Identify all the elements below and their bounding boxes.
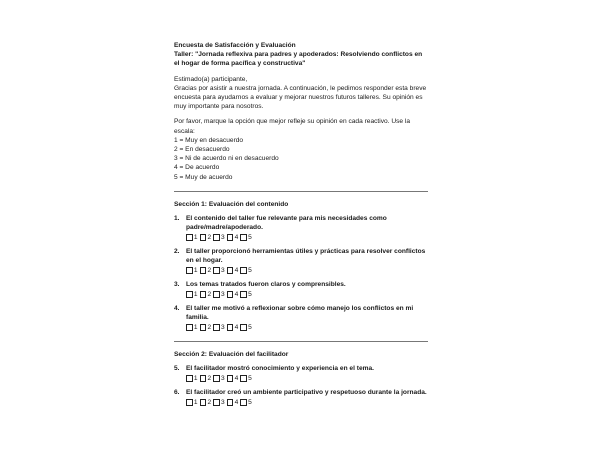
rating-option[interactable]: 1 (186, 266, 198, 275)
question-text: Los temas tratados fueron claros y comprensibles. (186, 281, 346, 289)
checkbox[interactable] (186, 399, 193, 406)
section-title: Sección 2: Evaluación del facilitador (174, 351, 289, 359)
rating-option[interactable]: 5 (240, 323, 252, 332)
rating-option[interactable]: 4 (227, 266, 239, 275)
checkbox[interactable] (186, 291, 193, 298)
rating-options (186, 374, 428, 383)
question-number: 3. (174, 281, 180, 289)
question-text: El contenido del taller fue relevante para mis necesidades como padre/madre/apoderado. (186, 215, 387, 232)
rating-options (186, 323, 428, 332)
rating-option[interactable]: 2 (200, 290, 212, 299)
checkbox[interactable] (213, 267, 220, 274)
instructions-text: Por favor, marque la opción que mejor refleje su opinión en cada reactivo. Use la escala: (174, 118, 411, 135)
section-title: Sección 1: Evaluación del contenido (174, 200, 289, 208)
question-item (174, 280, 428, 299)
checkbox[interactable] (200, 234, 207, 241)
divider (174, 191, 428, 192)
checkbox[interactable] (200, 399, 207, 406)
scale-legend (174, 136, 428, 182)
rating-options (186, 290, 428, 299)
scale-item: 3 = Ni de acuerdo ni en desacuerdo (174, 155, 279, 163)
question-item (174, 214, 428, 242)
rating-option[interactable]: 3 (213, 398, 225, 407)
rating-options (186, 233, 428, 242)
rating-option[interactable]: 1 (186, 290, 198, 299)
rating-option[interactable]: 2 (200, 398, 212, 407)
checkbox[interactable] (227, 291, 234, 298)
question-number: 6. (174, 389, 180, 397)
rating-option[interactable]: 1 (186, 374, 198, 383)
section-content (174, 200, 428, 332)
rating-option[interactable]: 2 (200, 323, 212, 332)
checkbox[interactable] (240, 324, 247, 331)
workshop-subtitle: Taller: "Jornada reflexiva para padres y apoderados: Resolviendo conflictos en el hogar de forma pacífica y constructiva" (174, 51, 423, 68)
rating-option[interactable]: 5 (240, 266, 252, 275)
rating-option[interactable]: 5 (240, 290, 252, 299)
scale-item: 5 = Muy de acuerdo (174, 173, 233, 181)
question-number: 2. (174, 248, 180, 256)
rating-option[interactable]: 4 (227, 233, 239, 242)
question-number: 5. (174, 365, 180, 373)
checkbox[interactable] (240, 399, 247, 406)
checkbox[interactable] (213, 375, 220, 382)
checkbox[interactable] (227, 399, 234, 406)
survey-content (174, 41, 428, 412)
rating-option[interactable]: 1 (186, 398, 198, 407)
checkbox[interactable] (240, 234, 247, 241)
rating-option[interactable]: 3 (213, 266, 225, 275)
rating-option[interactable]: 5 (240, 398, 252, 407)
section-facilitator (174, 350, 428, 407)
checkbox[interactable] (186, 234, 193, 241)
checkbox[interactable] (213, 324, 220, 331)
rating-option[interactable]: 2 (200, 233, 212, 242)
checkbox[interactable] (200, 375, 207, 382)
rating-options (186, 266, 428, 275)
checkbox[interactable] (213, 234, 220, 241)
question-text: El facilitador creó un ambiente participativo y respetuoso durante la jornada. (186, 389, 427, 397)
question-item (174, 304, 428, 332)
checkbox[interactable] (227, 234, 234, 241)
rating-option[interactable]: 1 (186, 233, 198, 242)
rating-option[interactable]: 5 (240, 374, 252, 383)
checkbox[interactable] (213, 399, 220, 406)
survey-title: Encuesta de Satisfacción y Evaluación (174, 42, 296, 49)
greeting: Estimado(a) participante, (174, 75, 248, 83)
checkbox[interactable] (213, 291, 220, 298)
checkbox[interactable] (200, 267, 207, 274)
rating-option[interactable]: 4 (227, 323, 239, 332)
rating-option[interactable]: 4 (227, 398, 239, 407)
question-number: 1. (174, 215, 180, 223)
rating-option[interactable]: 3 (213, 323, 225, 332)
rating-option[interactable]: 4 (227, 374, 239, 383)
checkbox[interactable] (186, 324, 193, 331)
rating-option[interactable]: 4 (227, 290, 239, 299)
checkbox[interactable] (186, 267, 193, 274)
checkbox[interactable] (200, 324, 207, 331)
rating-option[interactable]: 2 (200, 374, 212, 383)
rating-option[interactable]: 3 (213, 290, 225, 299)
question-number: 4. (174, 305, 180, 313)
intro-paragraph: Gracias por asistir a nuestra jornada. A continuación, le pedimos responder esta breve encuesta para ayudarnos a evaluar y mejorar nuestros futuros talleres. Su opinión es muy importante para nosotros. (174, 84, 427, 111)
scale-item: 4 = De acuerdo (174, 164, 220, 172)
rating-option[interactable]: 3 (213, 233, 225, 242)
question-item (174, 388, 428, 407)
checkbox[interactable] (227, 375, 234, 382)
checkbox[interactable] (240, 291, 247, 298)
rating-option[interactable]: 5 (240, 233, 252, 242)
question-item (174, 247, 428, 275)
checkbox[interactable] (240, 375, 247, 382)
scale-item: 2 = En desacuerdo (174, 146, 230, 154)
question-text: El taller me motivó a reflexionar sobre cómo manejo los conflictos en mi familia. (186, 305, 414, 322)
checkbox[interactable] (200, 291, 207, 298)
question-text: El taller proporcionó herramientas útiles y prácticas para resolver conflictos en el hogar. (186, 248, 426, 265)
rating-options (186, 398, 428, 407)
rating-option[interactable]: 2 (200, 266, 212, 275)
rating-option[interactable]: 3 (213, 374, 225, 383)
divider (174, 341, 428, 342)
checkbox[interactable] (227, 267, 234, 274)
rating-option[interactable]: 1 (186, 323, 198, 332)
scale-item: 1 = Muy en desacuerdo (174, 136, 244, 144)
question-item (174, 364, 428, 383)
checkbox[interactable] (227, 324, 234, 331)
checkbox[interactable] (240, 267, 247, 274)
checkbox[interactable] (186, 375, 193, 382)
question-text: El facilitador mostró conocimiento y experiencia en el tema. (186, 365, 374, 373)
